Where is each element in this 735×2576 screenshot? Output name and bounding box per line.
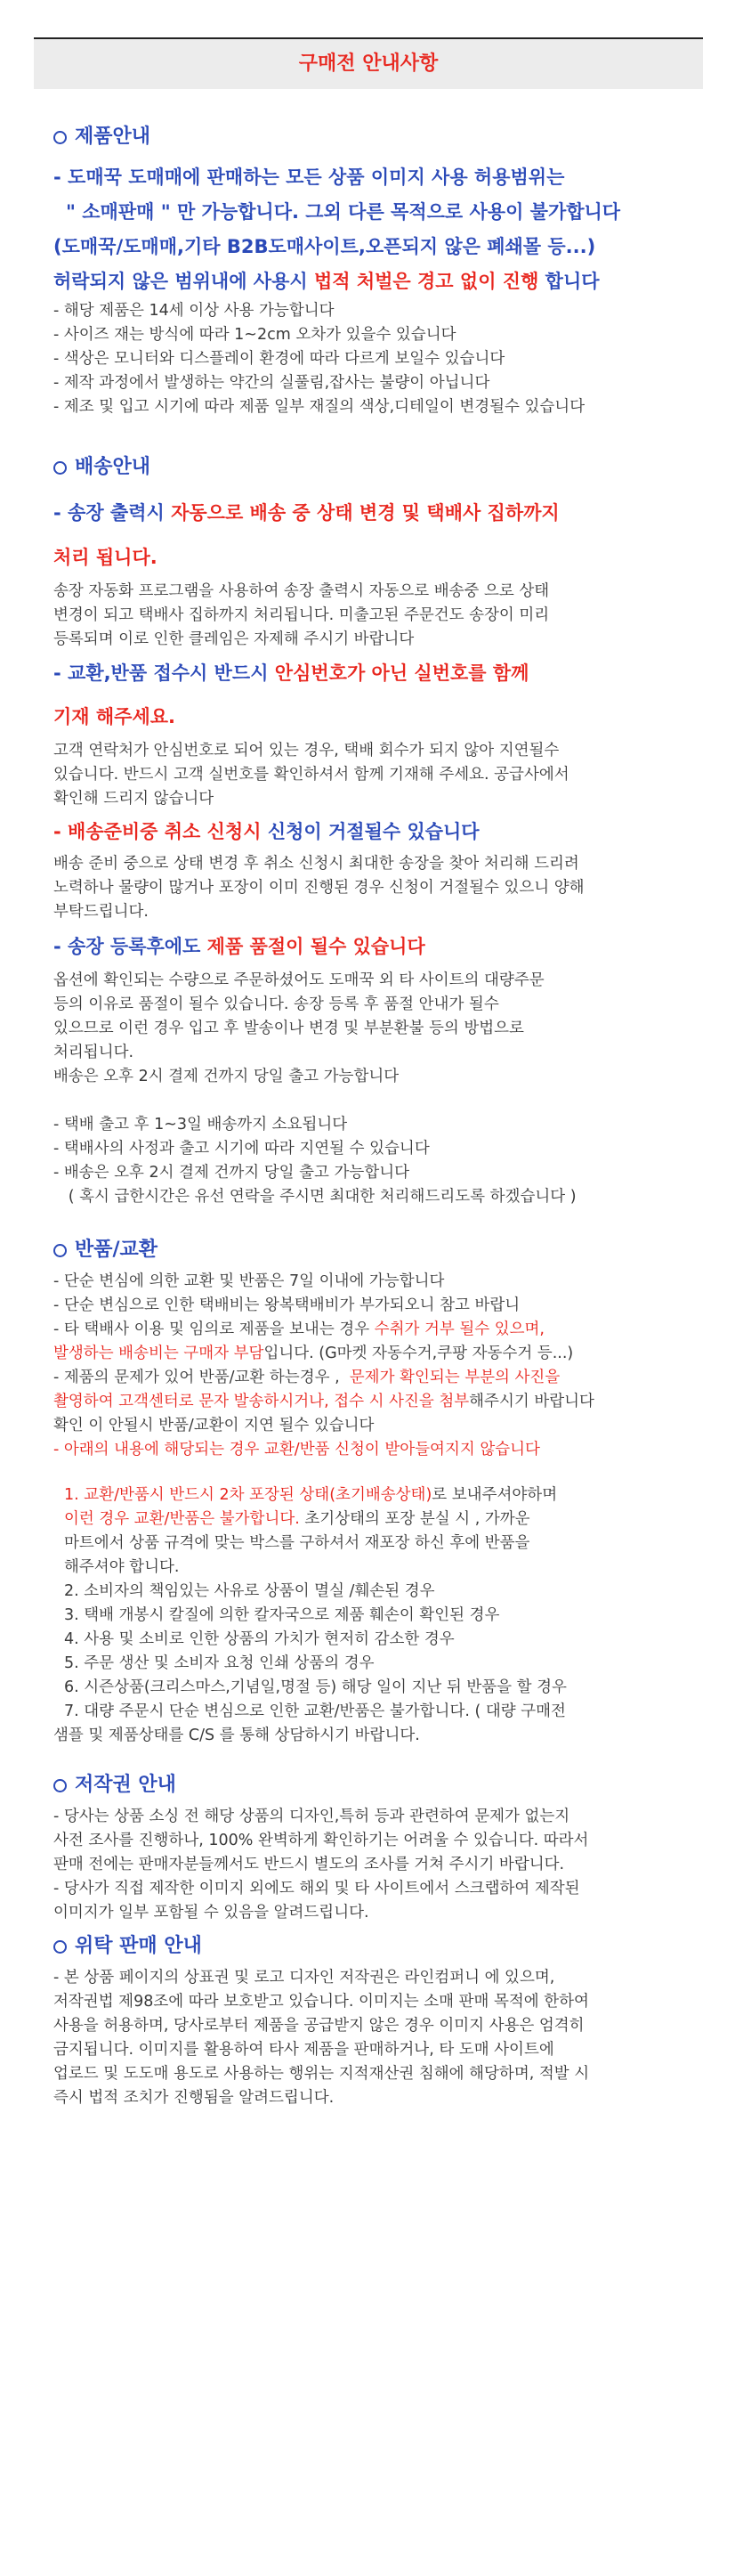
product-line-4: 허락되지 않은 범위내에 사용시 법적 처벌은 경고 없이 진행 합니다 <box>53 271 600 292</box>
shipping-para-4: 옵션에 확인되는 수량으로 주문하셨어도 도매꾹 외 타 사이트의 대량주문 등의 이유로 품절이 될수 있습니다. 송장 등록 후 품절 안내가 될수 있으므로 이런 경우 입고 후 발송이나 변경 및 부분환불 등의 방법으로 처리됩니다. 배송은 오후 2시 결제 건까지 당일 출고 가능합니다 <box>53 971 545 1085</box>
shipping-heading-3: - 배송준비중 취소 신청시 신청이 거절될수 있습니다 <box>53 821 480 842</box>
product-line-3: (도매꾹/도매매,기타 B2B도매사이트,오픈되지 않은 폐쇄몰 등...) <box>53 236 596 257</box>
shipping-heading-4: - 송장 등록후에도 제품 품절이 될수 있습니다 <box>53 936 425 957</box>
shipping-heading-1: - 송장 출력시 자동으로 배송 중 상태 변경 및 택배사 집하까지 <box>53 502 560 524</box>
shipping-heading-1-cont: 처리 됩니다. <box>53 547 158 568</box>
product-note: - 색상은 모니터와 디스플레이 환경에 따라 다르게 보일수 있습니다 <box>53 350 505 368</box>
circle-icon <box>53 1244 67 1257</box>
notice-content <box>0 89 735 2110</box>
notice-banner <box>34 39 703 89</box>
product-note: - 제작 과정에서 발생하는 약간의 실풀림,잡사는 불량이 아닙니다 <box>53 374 490 392</box>
consign-text: - 본 상품 페이지의 상표권 및 로고 디자인 저작권은 라인컴퍼니 에 있으며, 저작권법 제98조에 따라 보호받고 있습니다. 이미지는 소매 판매 목적에 한하여 사용을 허용하며, 당사로부터 제품을 공급받지 않은 경우 이미지 사용은 엄격히 금지됩니다. 이미지를 활용하여 타사 제품을 판매하거나, 타 도매 사이트에 업로드 및 도도매 용도로 사용하는 행위는 지적재산권 침해에 해당하며, 적발 시 즉시 법적 조치가 진행됨을 알려드립니다. <box>53 1969 590 2107</box>
list-item: - 배송은 오후 2시 결제 건까지 당일 출고 가능합니다 <box>53 1164 410 1182</box>
list-item: - 택배 출고 후 1~3일 배송까지 소요됩니다 <box>53 1116 348 1134</box>
list-item: 6. 시즌상품(크리스마스,기념일,명절 등) 해당 일이 지난 뒤 반품을 할 경우 <box>64 1678 567 1696</box>
product-note: - 사이즈 재는 방식에 따라 1~2cm 오차가 있을수 있습니다 <box>53 326 456 344</box>
shipping-para-1: 송장 자동화 프로그램을 사용하여 송장 출력시 자동으로 배송중 으로 상태 변경이 되고 택배사 집하까지 처리됩니다. 미출고된 주문건도 송장이 미리 등록되며 이로 인한 클레임은 자제해 주시기 바랍니다 <box>53 582 550 648</box>
returns-list: - 단순 변심에 의한 교환 및 반품은 7일 이내에 가능합니다 - 단순 변심으로 인한 택배비는 왕복택배비가 부가되오니 참고 바랍니 - 타 택배사 이용 및 임의로 제품을 보내는 경우 수취가 거부 될수 있으며, 발생하는 배송비는 구매자 부담입니다. (G마켓 자동수거,쿠팡 자동수거 등...) - 제품의 문제가 있어 반품/교환 하는경우 , 문제가 확인되는 부분의 사진을 촬영하여 고객센터로 문자 발송하시거나, 접수 시 사진을 첨부해주시기 바랍니다 확인 이 안될시 반품/교환이 지연 될수 있습니다 - 아래의 내용에 해당되는 경우 교환/반품 신청이 받아들여지지 않습니다 <box>53 1272 594 1459</box>
list-item: - 택배사의 사정과 출고 시기에 따라 지연될 수 있습니다 <box>53 1140 430 1158</box>
banner-title: 구매전 안내사항 <box>298 53 439 75</box>
shipping-heading-2-cont: 기재 해주세요. <box>53 706 176 727</box>
list-item: 4. 사용 및 소비로 인한 상품의 가치가 현저히 감소한 경우 <box>64 1630 455 1648</box>
circle-icon <box>53 131 67 144</box>
product-section-title: 제품안내 <box>53 123 696 151</box>
product-line-1: - 도매꾹 도매매에 판매하는 모든 상품 이미지 사용 허용범위는 <box>53 167 565 188</box>
product-note: - 해당 제품은 14세 이상 사용 가능합니다 <box>53 302 335 320</box>
shipping-section-title: 배송안내 <box>53 453 696 482</box>
consign-section-title: 위탁 판매 안내 <box>53 1932 696 1961</box>
circle-icon <box>53 1779 67 1792</box>
copyright-section-title: 저작권 안내 <box>53 1771 696 1800</box>
list-item: 3. 택배 개봉시 칼질에 의한 칼자국으로 제품 훼손이 확인된 경우 <box>64 1606 500 1624</box>
returns-section-title: 반품/교환 <box>53 1236 696 1264</box>
list-item: 2. 소비자의 책임있는 사유로 상품이 멸실 /훼손된 경우 <box>64 1582 435 1600</box>
shipping-para-3: 배송 준비 중으로 상태 변경 후 취소 신청시 최대한 송장을 찾아 처리해 드리려 노력하나 물량이 많거나 포장이 이미 진행된 경우 신청이 거절될수 있으니 양해 부탁드립니다. <box>53 855 585 921</box>
shipping-heading-2: - 교환,반품 접수시 반드시 안심번호가 아닌 실번호를 함께 <box>53 662 529 684</box>
copyright-text: - 당사는 상품 소싱 전 해당 상품의 디자인,특허 등과 관련하여 문제가 없는지 사전 조사를 진행하나, 100% 완벽하게 확인하기는 어려울 수 있습니다. 따라서 판매 전에는 판매자분들께서도 반드시 별도의 조사를 거쳐 주시기 바랍니다. - 당사가 직접 제작한 이미지 외에도 해외 및 타 사이트에서 스크랩하여 제작된 이미지가 일부 포함될 수 있음을 알려드립니다. <box>53 1808 589 1922</box>
list-item: 5. 주문 생산 및 소비자 요청 인쇄 상품의 경우 <box>64 1654 375 1672</box>
shipping-list <box>53 1113 696 1209</box>
shipping-para-2: 고객 연락처가 안심번호로 되어 있는 경우, 택배 회수가 되지 않아 지연될수 있습니다. 반드시 고객 실번호를 확인하셔서 함께 기재해 주세요. 공급사에서 확인해 드리지 않습니다 <box>53 742 569 808</box>
circle-icon <box>53 461 67 475</box>
list-item: ( 혹시 급한시간은 유선 연락을 주시면 최대한 처리해드리도록 하겠습니다 ) <box>53 1188 577 1206</box>
returns-tail: 샘플 및 제품상태를 C/S 를 통해 상담하시기 바랍니다. <box>53 1727 420 1744</box>
returns-exceptions: 1. 교환/반품시 반드시 2차 포장된 상태(초기배송상태)로 보내주셔야하며 이런 경우 교환/반품은 불가합니다. 초기상태의 포장 분실 시 , 가까운 마트에서 상품 규격에 맞는 박스를 구하셔서 재포장 하신 후에 반품을 해주셔야 합니다. 2. 소비자의 책임있는 사유로 상품이 멸실 /훼손된 경우 3. 택배 개봉시 칼질에 의한 칼자국으로 제품 훼손이 확인된 경우 4. 사용 및 소비로 인한 상품의 가치가 현저히 감소한 경우 5. 주문 생산 및 소비자 요청 인쇄 상품의 경우 6. 시즌상품(크리스마스,기념일,명절 등) 해당 일이 지난 뒤 반품을 할 경우 7. 대량 주문시 단순 변심으로 인한 교환/반품은 불가합니다. ( 대량 구매전 <box>53 1483 696 1724</box>
product-note: - 제조 및 입고 시기에 따라 제품 일부 재질의 색상,디테일이 변경될수 있습니다 <box>53 398 586 416</box>
list-item: 7. 대량 주문시 단순 변심으로 인한 교환/반품은 불가합니다. ( 대량 구매전 <box>64 1702 566 1720</box>
circle-icon <box>53 1940 67 1954</box>
product-notes <box>53 299 696 419</box>
product-line-2: " 소매판매 " 만 가능합니다. 그외 다른 목적으로 사용이 불가합니다 <box>66 201 621 223</box>
